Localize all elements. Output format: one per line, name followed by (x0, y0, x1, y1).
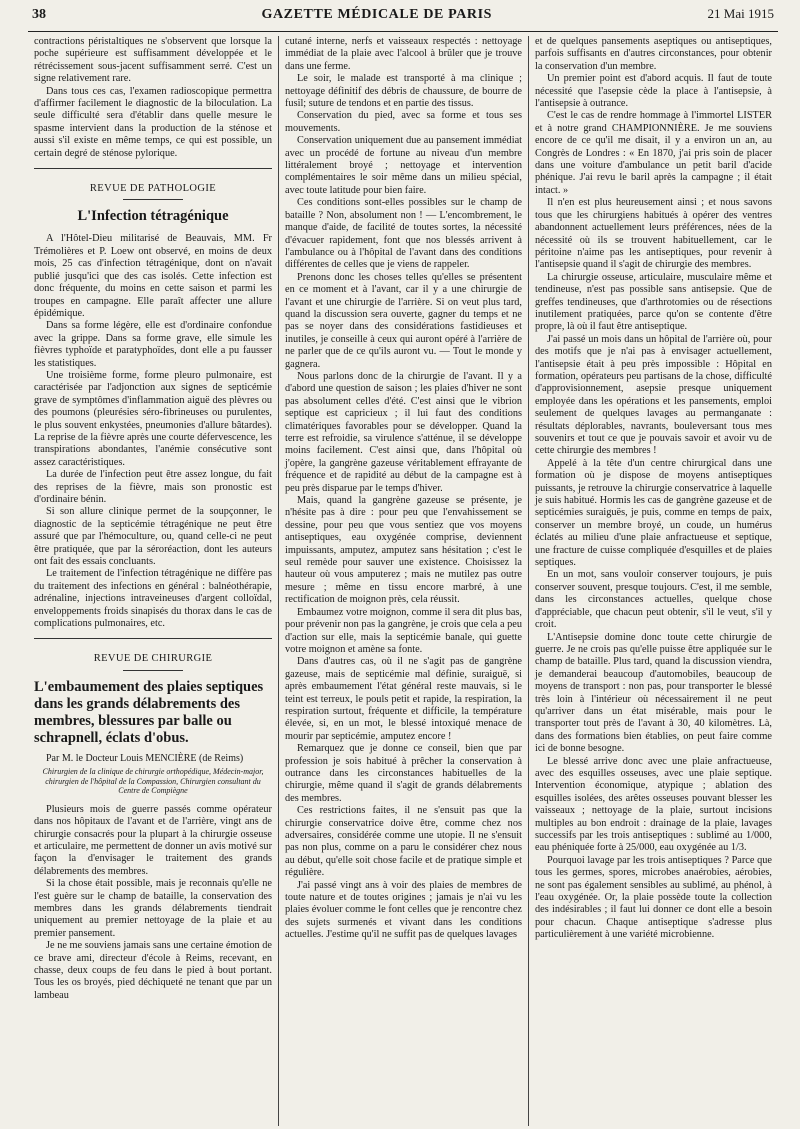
paragraph: La chirurgie osseuse, articulaire, musculaire même et tendineuse, n'est pas possible sans antisepsie. Que de greffes tendineuses, que d'arthrotomies ou de résections inutilement pratiquées, parce qu'on se contente d'être propre, là où il faut être antiseptique. (535, 271, 772, 333)
paragraph: Conservation du pied, avec sa forme et tous ses mouvements. (285, 110, 522, 134)
paragraph: Une troisième forme, forme pleuro pulmonaire, est caractérisée par l'adjonction aux signes de septicémie grave de symptômes d'inflammation aiguë des plèvres ou des poumons (pleurésies séro-fibrineuses ou purulentes, le plus souvent enkystées, pneumonies d'allure bâtardes). La reprise de la fièvre après une courte défervescence, les transpirations abondantes, l'anémie consécutive sont assez caractéristiques. (34, 369, 272, 468)
paragraph: La durée de l'infection peut être assez longue, du fait des reprises de la fièvre, mais son pronostic est d'ordinaire bénin. (34, 469, 272, 505)
paragraph: Conservation uniquement due au pansement immédiat avec un procédé de fortune au niveau d'un membre littéralement broyé ; nettoyage et intervention complémentaires le soir même dans un milieu spécial, avec toute latitude pour bien faire. (285, 135, 522, 196)
page-header (28, 4, 778, 32)
paragraph: et de quelques pansements aseptiques ou antiseptiques, parfois suffisants en d'autres circonstances, pour obtenir la conservation d'un membre. (535, 36, 772, 72)
paragraph: Dans d'autres cas, où il ne s'agit pas de gangrène gazeuse, mais de septicémie mal définie, suraiguë, si après embaumement l'état général reste mauvais, si le teint est terreux, le pouls petit et rapide, la respiration, la respiration surtout, fréquente et difficile, la température élevée, si, en un mot, le blessé intoxiqué menace de mourir par septicémie, amputez encore ! (285, 656, 522, 742)
paragraph: Remarquez que je donne ce conseil, bien que par profession je sois habitué à prêcher la conservation à outrance dans les circonstances habituelles de la chirurgie, même quand il s'agit de grands délabrements des membres. (285, 743, 522, 804)
section-title-chirurgie: REVUE DE CHIRURGIE (34, 653, 272, 670)
paragraph: Si la chose était possible, mais je reconnais qu'elle ne l'est guère sur le champ de bataille, la conservation des membres dans les grands délabrements tiendrait uniquement au premier nettoyage de la plaie et au premier pansement. (34, 878, 272, 939)
article-author: Par M. le Docteur Louis MENCIÈRE (de Reims) (46, 752, 244, 764)
column-1 (28, 36, 278, 1126)
paragraph: Embaumez votre moignon, comme il sera dit plus bas, pour prévenir non pas la gangrène, je crois que cela a peu d'action sur elle, mais la septicémie banale, qui guette votre moignon et amène sa fonte. (285, 606, 522, 655)
column-3 (528, 36, 778, 1126)
column-2 (278, 36, 528, 1126)
article-title-infection: L'Infection tétragénique (77, 208, 229, 225)
paragraph: Il n'en est plus heureusement ainsi ; et nous savons tous que les chirurgiens habitués à opérer des ventres abandonnent actuellement leurs préférences, nées de la nécessité où ils se trouvent habituellement, car le péritoine n'aime pas les antiseptiques, pour revenir à l'antisepsie quand il s'agit de chirurgie des membres. (535, 197, 772, 271)
paragraph: Ces conditions sont-elles possibles sur le champ de bataille ? Non, absolument non ! — L'encombrement, le manque d'aide, de facilité de toutes sortes, la nécessité d'évacuer rapidement, font que nos blessés arrivent à l'ambulance ou à l'hôpital de l'avant dans des conditions différentes de celles que je viens de rappeler. (285, 197, 522, 271)
issue-date: 21 Mai 1915 (707, 6, 774, 21)
paragraph: Mais, quand la gangrène gazeuse se présente, je n'hésite pas à dire : pour peu que l'envahissement se dessine, pour peu que vous sentiez que vos moyens antiseptiques, eau oxygénée comprise, deviennent impuissants, amputez, amputez sans hésitation ; c'est le seul remède pour sauver une existence. Choisissez la hauteur où vous amputerez ; mais ne mutilez pas outre mesure ; même en tissu encore marbré, à une rectification de moignon près, cela réussit. (285, 495, 522, 606)
paragraph: Nous parlons donc de la chirurgie de l'avant. Il y a d'abord une question de saison ; les plaies d'hiver ne sont pas absolument celles d'été. C'est ainsi que le vibrion septique est capricieux ; il lui faut des conditions climatériques favorables pour se développer. Quand la terre est refroidie, sa virulence s'atténue, il se développe moins facilement. C'est ainsi que, dans l'hôpital où j'opère, la gangrène gazeuse véritablement effrayante de fréquence et de rapidité au début de la campagne est à peu près disparue par le temps d'hiver. (285, 370, 522, 494)
paragraph: J'ai passé vingt ans à voir des plaies de membres de toute nature et de toutes origines ; jamais je n'ai vu les plaies évoluer comme le font celles que je rencontre chez des sujets surmenés et vivant dans les conditions actuelles. J'estime qu'il ne suffit pas de quelques lavages (285, 879, 522, 941)
columns (28, 36, 778, 1126)
paragraph: Le blessé arrive donc avec une plaie anfractueuse, avec des esquilles osseuses, avec une plaie septique. Intervention économique, atypique ; ablation des esquilles isolées, des arêtes osseuses pouvant blesser les vaisseaux ; nettoyage de la plaie, surtout incisions multiples au bon endroit : drainage de la plaie, lavages successifs par les trois antiseptiques : sublimé au 1/000, eau phéniquée forte à 25/000, eau oxygénée au 1/3. (535, 755, 772, 854)
page-number: 38 (32, 7, 46, 22)
paragraph: En un mot, sans vouloir conserver toujours, je puis conserver souvent, presque toujours. C'est, il me semble, dans les circonstances actuelles, quelque chose d'appréciable, que chacun peut obtenir, s'il le veut, s'il y croit. (535, 569, 772, 631)
section-title-pathologie: REVUE DE PATHOLOGIE (34, 183, 272, 200)
paragraph: Pourquoi lavage par les trois antiseptiques ? Parce que tous les germes, spores, microbes anaérobies, aérobies, ne sont pas également sensibles au sublimé, au phénol, à l'eau oxygénée. Or, la plaie possède toute la collection des indésirables ; il faut lui donner ce dont elle a besoin pour chacun. Chaque antiseptique s'adresse plus particulièrement à une variété microbienne. (535, 854, 772, 941)
paragraph: Le traitement de l'infection tétragénique ne diffère pas du traitement des infections en général : balnéothérapie, adrénaline, injections intraveineuses d'argent colloïdal, enveloppements froids sinapisés du thorax dans le cas de complications pulmonaires, etc. (34, 568, 272, 630)
paragraph: contractions péristaltiques ne s'observent que lorsque la poche supérieure est suffisamment développée et le rétrécissement sous-jacent suffisamment serré. C'est un signe relativement rare. (34, 36, 272, 85)
paragraph: Ces restrictions faites, il ne s'ensuit pas que la chirurgie conservatrice doive être, comme chez nos adversaires, considérée comme une utopie. Il ne s'ensuit pas non plus, comme on a paru le considérer chez nous au début, qu'elle soit chose facile et de pratique simple et régulière. (285, 805, 522, 879)
paragraph: Appelé à la tête d'un centre chirurgical dans une formation où je dispose de moyens antiseptiques puissants, je retrouve la chirurgie conservatrice à laquelle je suis habitué. Hormis les cas de gangrène gazeuse et de septicémies suraiguës, je puis, comme en temps de paix, conserver un membre broyé, un coude, un humérus éclatés au milieu d'une plaie anfractueuse et septique, une fracture de cuisse compliquée d'esquilles et de plaies septiques. (535, 457, 772, 569)
section-divider (34, 638, 272, 639)
paragraph: Plusieurs mois de guerre passés comme opérateur dans nos hôpitaux de l'avant et de l'arrière, vingt ans de chirurgie consacrés pour la plupart à la chirurgie osseuse et articulaire, me permettent de donner un avis motivé sur façon la d'envisager le traitement des grands délabrements des membres. (34, 803, 272, 877)
paragraph: Dans tous ces cas, l'examen radioscopique permettra d'affirmer facilement le diagnostic de la biloculation. La seule difficulté sera d'établir dans quelle mesure le spasme intervient dans la production de la sténose et aussi s'il existe en même temps, ce qui est possible, un certain degré de sténose pylorique. (34, 85, 272, 159)
paragraph: Dans sa forme légère, elle est d'ordinaire confondue avec la grippe. Dans sa forme grave, elle simule les fièvres typhoïde et paratyphoïdes, dont elle a pu fausser les statistiques. (34, 320, 272, 369)
paragraph: A l'Hôtel-Dieu militarisé de Beauvais, MM. Fr Trémolières et P. Loew ont observé, en moins de deux mois, 25 cas d'infection tétragénique, dont on n'avait publié jusqu'ici que des cas isolés. Cette infection est donc fréquente, du moins en cette saison et parmi les troupes en campagne. Elle paraît affecter une allure épidémique. (34, 233, 272, 319)
paragraph: Le soir, le malade est transporté à ma clinique ; nettoyage définitif des débris de chaussure, de bourre de fusil; suture de tendons et en partie des tissus. (285, 73, 522, 110)
paragraph: Je ne me souviens jamais sans une certaine émotion de ce brave ami, directeur d'école à Reims, recevant, en chasse, deux coups de feu dans le pied à bout portant. Tous les os broyés, pied déchiqueté ne tenant que par un lambeau (34, 940, 272, 1001)
article-title-embaumement: L'embaumement des plaies septiques dans les grands délabrements des membres, blessures par balle ou schrapnell, éclats d'obus. (34, 678, 264, 746)
paragraph: cutané interne, nerfs et vaisseaux respectés : nettoyage immédiat de la plaie avec l'alcool à brûler que je trouve dans une ferme. (285, 36, 522, 72)
journal-title: GAZETTE MÉDICALE DE PARIS (261, 7, 493, 22)
paragraph: J'ai passé un mois dans un hôpital de l'arrière où, pour des motifs que je n'ai pas à envisager actuellement, l'antisepsie était à peu près impossible : Hôpital en formation, opérateurs peu partisans de la chose, difficulté d'approvisionnement, asepsie presque uniquement employée dans les opérations et les pansements, emploi seulement de quelques lavages au permanganate : résultats déplorables, navrants, bouleversant tous mes souvenirs et tout ce que je pouvais savoir et avoir vu de cette chirurgie des membres ! (535, 333, 772, 457)
section-divider (34, 168, 272, 169)
paragraph: Si son allure clinique permet de la soupçonner, le diagnostic de la septicémie tétragénique ne peut être assuré que par l'hémoculture, ou, quand celle-ci ne peut être pratiquée, que par la séroréaction, dont les auteurs ont fait des essais concluants. (34, 506, 272, 568)
paragraph: L'Antisepsie domine donc toute cette chirurgie de guerre. Je ne crois pas qu'elle puisse être appliquée sur le champ de bataille. Plus tard, quand la discussion viendra, je demanderai beaucoup d'automobiles, beaucoup de moyens de transport : non pas, pour transporter le blessé très loin à l'intérieur où nécessairement il ne peut qu'arriver dans un état misérable, mais pour le transporter tout près de l'avant à 30, 40 kilomètres. Là, dans des formations bien établies, on peut faire comme ici de bonne besogne. (535, 631, 772, 755)
author-affiliation: Chirurgien de la clinique de chirurgie orthopédique, Médecin-major, chirurgien de l'hôpital de la Compassion, Chirurgien consultant du Centre de Compiègne (42, 767, 264, 796)
paragraph: Un premier point est d'abord acquis. Il faut de toute nécessité que l'asepsie cède la place à l'antisepsie, à l'antisepsie à outrance. (535, 73, 772, 110)
paragraph: Prenons donc les choses telles qu'elles se présentent en ce moment et à l'avant, car il y a une chirurgie de l'avant et une chirurgie de l'arrière. Si on veut plus tard, quand la discussion sera ouverte, gagner du temps et ne pas se noyer dans des considérations fastidieuses et inutiles, je conseille à ceux qui auront opéré à l'arrière de ne parler que de ce qu'ils auront vu. — Tout le monde y gagnera. (285, 271, 522, 370)
paragraph: C'est le cas de rendre hommage à l'immortel LISTER et à notre grand CHAMPIONNIÈRE. Je me souviens encore de ce qu'il me disait, il y a environ un an, au Congrès de Londres : « En 1870, j'ai pris soin de placer dans une voiture d'ambulance un petit baril d'acide phénique. J'ai revu le baril après la campagne ; il était intact. » (535, 110, 772, 196)
